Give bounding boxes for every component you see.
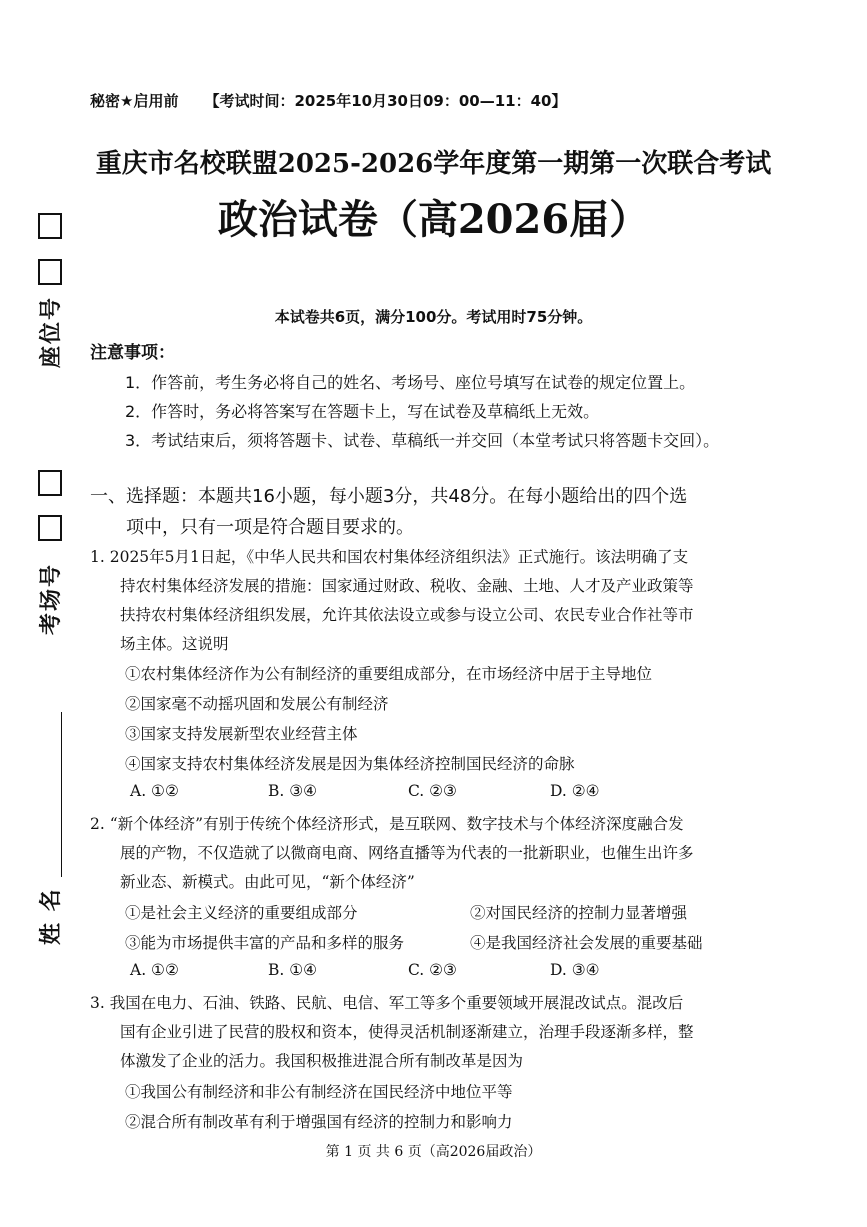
exam-subtitle: 政治试卷（高2026届） bbox=[217, 196, 650, 243]
q2-answer-c: C. ②③ bbox=[408, 961, 457, 979]
seat-number-label: 座位号 bbox=[39, 295, 64, 368]
q3-line-2: 国有企业引进了民营的股权和资本，使得灵活机制逐渐建立，治理手段逐渐多样，整 bbox=[120, 1023, 694, 1041]
q1-answer-a: A. ①② bbox=[130, 782, 179, 800]
q2-line-1: 2. “新个体经济”有别于传统个体经济形式，是互联网、数字技术与个体经济深度融合发 bbox=[90, 815, 684, 833]
exam-time: 【考试时间：2025年10月30日09：00—11：40】 bbox=[204, 92, 567, 110]
q1-option-1: ①农村集体经济作为公有制经济的重要组成部分，在市场经济中居于主导地位 bbox=[125, 665, 653, 683]
secret-mark: 秘密★启用前 bbox=[90, 92, 179, 110]
room-box-1[interactable] bbox=[38, 470, 62, 496]
notice-item-2: 2．作答时，务必将答案写在答题卡上，写在试卷及草稿纸上无效。 bbox=[125, 402, 600, 421]
q3-line-1: 3. 我国在电力、石油、铁路、民航、电信、军工等多个重要领域开展混改试点。混改后 bbox=[90, 994, 684, 1012]
q1-option-2: ②国家毫不动摇巩固和发展公有制经济 bbox=[125, 695, 389, 713]
q1-option-3: ③国家支持发展新型农业经营主体 bbox=[125, 725, 358, 743]
exam-room-label: 考场号 bbox=[39, 562, 64, 635]
notice-heading: 注意事项： bbox=[90, 343, 175, 363]
q1-line-4: 场主体。这说明 bbox=[120, 635, 229, 653]
q1-line-2: 持农村集体经济发展的措施：国家通过财政、税收、金融、土地、人才及产业政策等 bbox=[120, 577, 694, 595]
page-footer: 第 1 页 共 6 页（高2026届政治） bbox=[325, 1144, 542, 1160]
notice-item-3: 3．考试结束后，须将答题卡、试卷、草稿纸一并交回（本堂考试只将答题卡交回）。 bbox=[125, 431, 720, 450]
q2-answer-b: B. ①④ bbox=[268, 961, 318, 979]
q2-option-4: ④是我国经济社会发展的重要基础 bbox=[470, 934, 703, 952]
name-underline[interactable] bbox=[61, 712, 62, 877]
q2-line-2: 展的产物，不仅造就了以微商电商、网络直播等为代表的一批新职业，也催生出许多 bbox=[120, 844, 694, 862]
seat-box-2[interactable] bbox=[38, 259, 62, 285]
q2-answer-d: D. ③④ bbox=[550, 961, 600, 979]
q1-answer-b: B. ③④ bbox=[268, 782, 318, 800]
name-label: 姓 名 bbox=[39, 887, 64, 945]
q2-option-3: ③能为市场提供丰富的产品和多样的服务 bbox=[125, 934, 405, 952]
q1-line-1: 1. 2025年5月1日起，《中华人民共和国农村集体经济组织法》正式施行。该法明确了支 bbox=[90, 548, 689, 566]
q1-answer-d: D. ②④ bbox=[550, 782, 600, 800]
section-heading-line1: 一、选择题：本题共16小题，每小题3分，共48分。在每小题给出的四个选 bbox=[90, 486, 688, 507]
notice-item-1: 1．作答前，考生务必将自己的姓名、考场号、座位号填写在试卷的规定位置上。 bbox=[125, 373, 696, 392]
q1-answer-c: C. ②③ bbox=[408, 782, 457, 800]
q2-option-1: ①是社会主义经济的重要组成部分 bbox=[125, 904, 358, 922]
q3-option-1: ①我国公有制经济和非公有制经济在国民经济中地位平等 bbox=[125, 1083, 513, 1101]
section-heading-line2: 项中，只有一项是符合题目要求的。 bbox=[126, 517, 414, 538]
exam-title: 重庆市名校联盟2025-2026学年度第一期第一次联合考试 bbox=[95, 149, 772, 179]
q2-line-3: 新业态、新模式。由此可见，“新个体经济” bbox=[120, 873, 415, 891]
q2-option-2: ②对国民经济的控制力显著增强 bbox=[470, 904, 688, 922]
header-line bbox=[90, 90, 566, 111]
q3-line-3: 体激发了企业的活力。我国积极推进混合所有制改革是因为 bbox=[120, 1052, 524, 1070]
q2-answer-a: A. ①② bbox=[130, 961, 179, 979]
q3-option-2: ②混合所有制改革有利于增强国有经济的控制力和影响力 bbox=[125, 1113, 513, 1131]
q1-option-4: ④国家支持农村集体经济发展是因为集体经济控制国民经济的命脉 bbox=[125, 755, 575, 773]
room-box-2[interactable] bbox=[38, 515, 62, 541]
q1-line-3: 扶持农村集体经济组织发展，允许其依法设立或参与设立公司、农民专业合作社等市 bbox=[120, 606, 694, 624]
exam-info: 本试卷共6页，满分100分。考试用时75分钟。 bbox=[274, 308, 593, 326]
